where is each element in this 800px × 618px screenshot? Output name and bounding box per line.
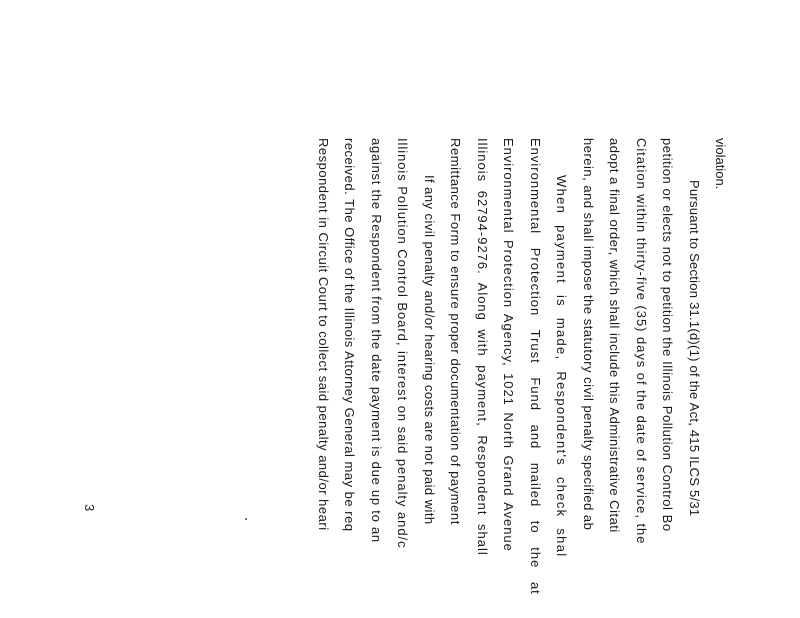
scan-speck <box>245 518 247 520</box>
page-number: 3 <box>82 504 97 512</box>
scanned-page: violation. Pursuant to Section 31.1(d)(1) of the Act, 415 ILCS 5/31 petition or elects not to petition the Illinois Pollution Control Bo Citation within thirty-five (35) days of the date of service, the adopt a final order, which shall include this Administrative Citati herein, and shall impose the statutory civil penalty specified ab When payment is made, Respondent's check shal Environmental Protection Trust Fund and mailed to the at Environmental Protection Agency, 1021 North Grand Avenue Illinois 62794-9276. Along with payment, Respondent shall Remittance Form to ensure proper documentation of payment If any civil penalty and/or hearing costs are not paid with Illinois Pollution Control Board, interest on said penalty and/c against the Respondent from the date payment is due up to an received. The Office of the Illinois Attorney General may be req Respondent in Circuit Court to collect said penalty and/or heari 3 <box>0 0 800 618</box>
